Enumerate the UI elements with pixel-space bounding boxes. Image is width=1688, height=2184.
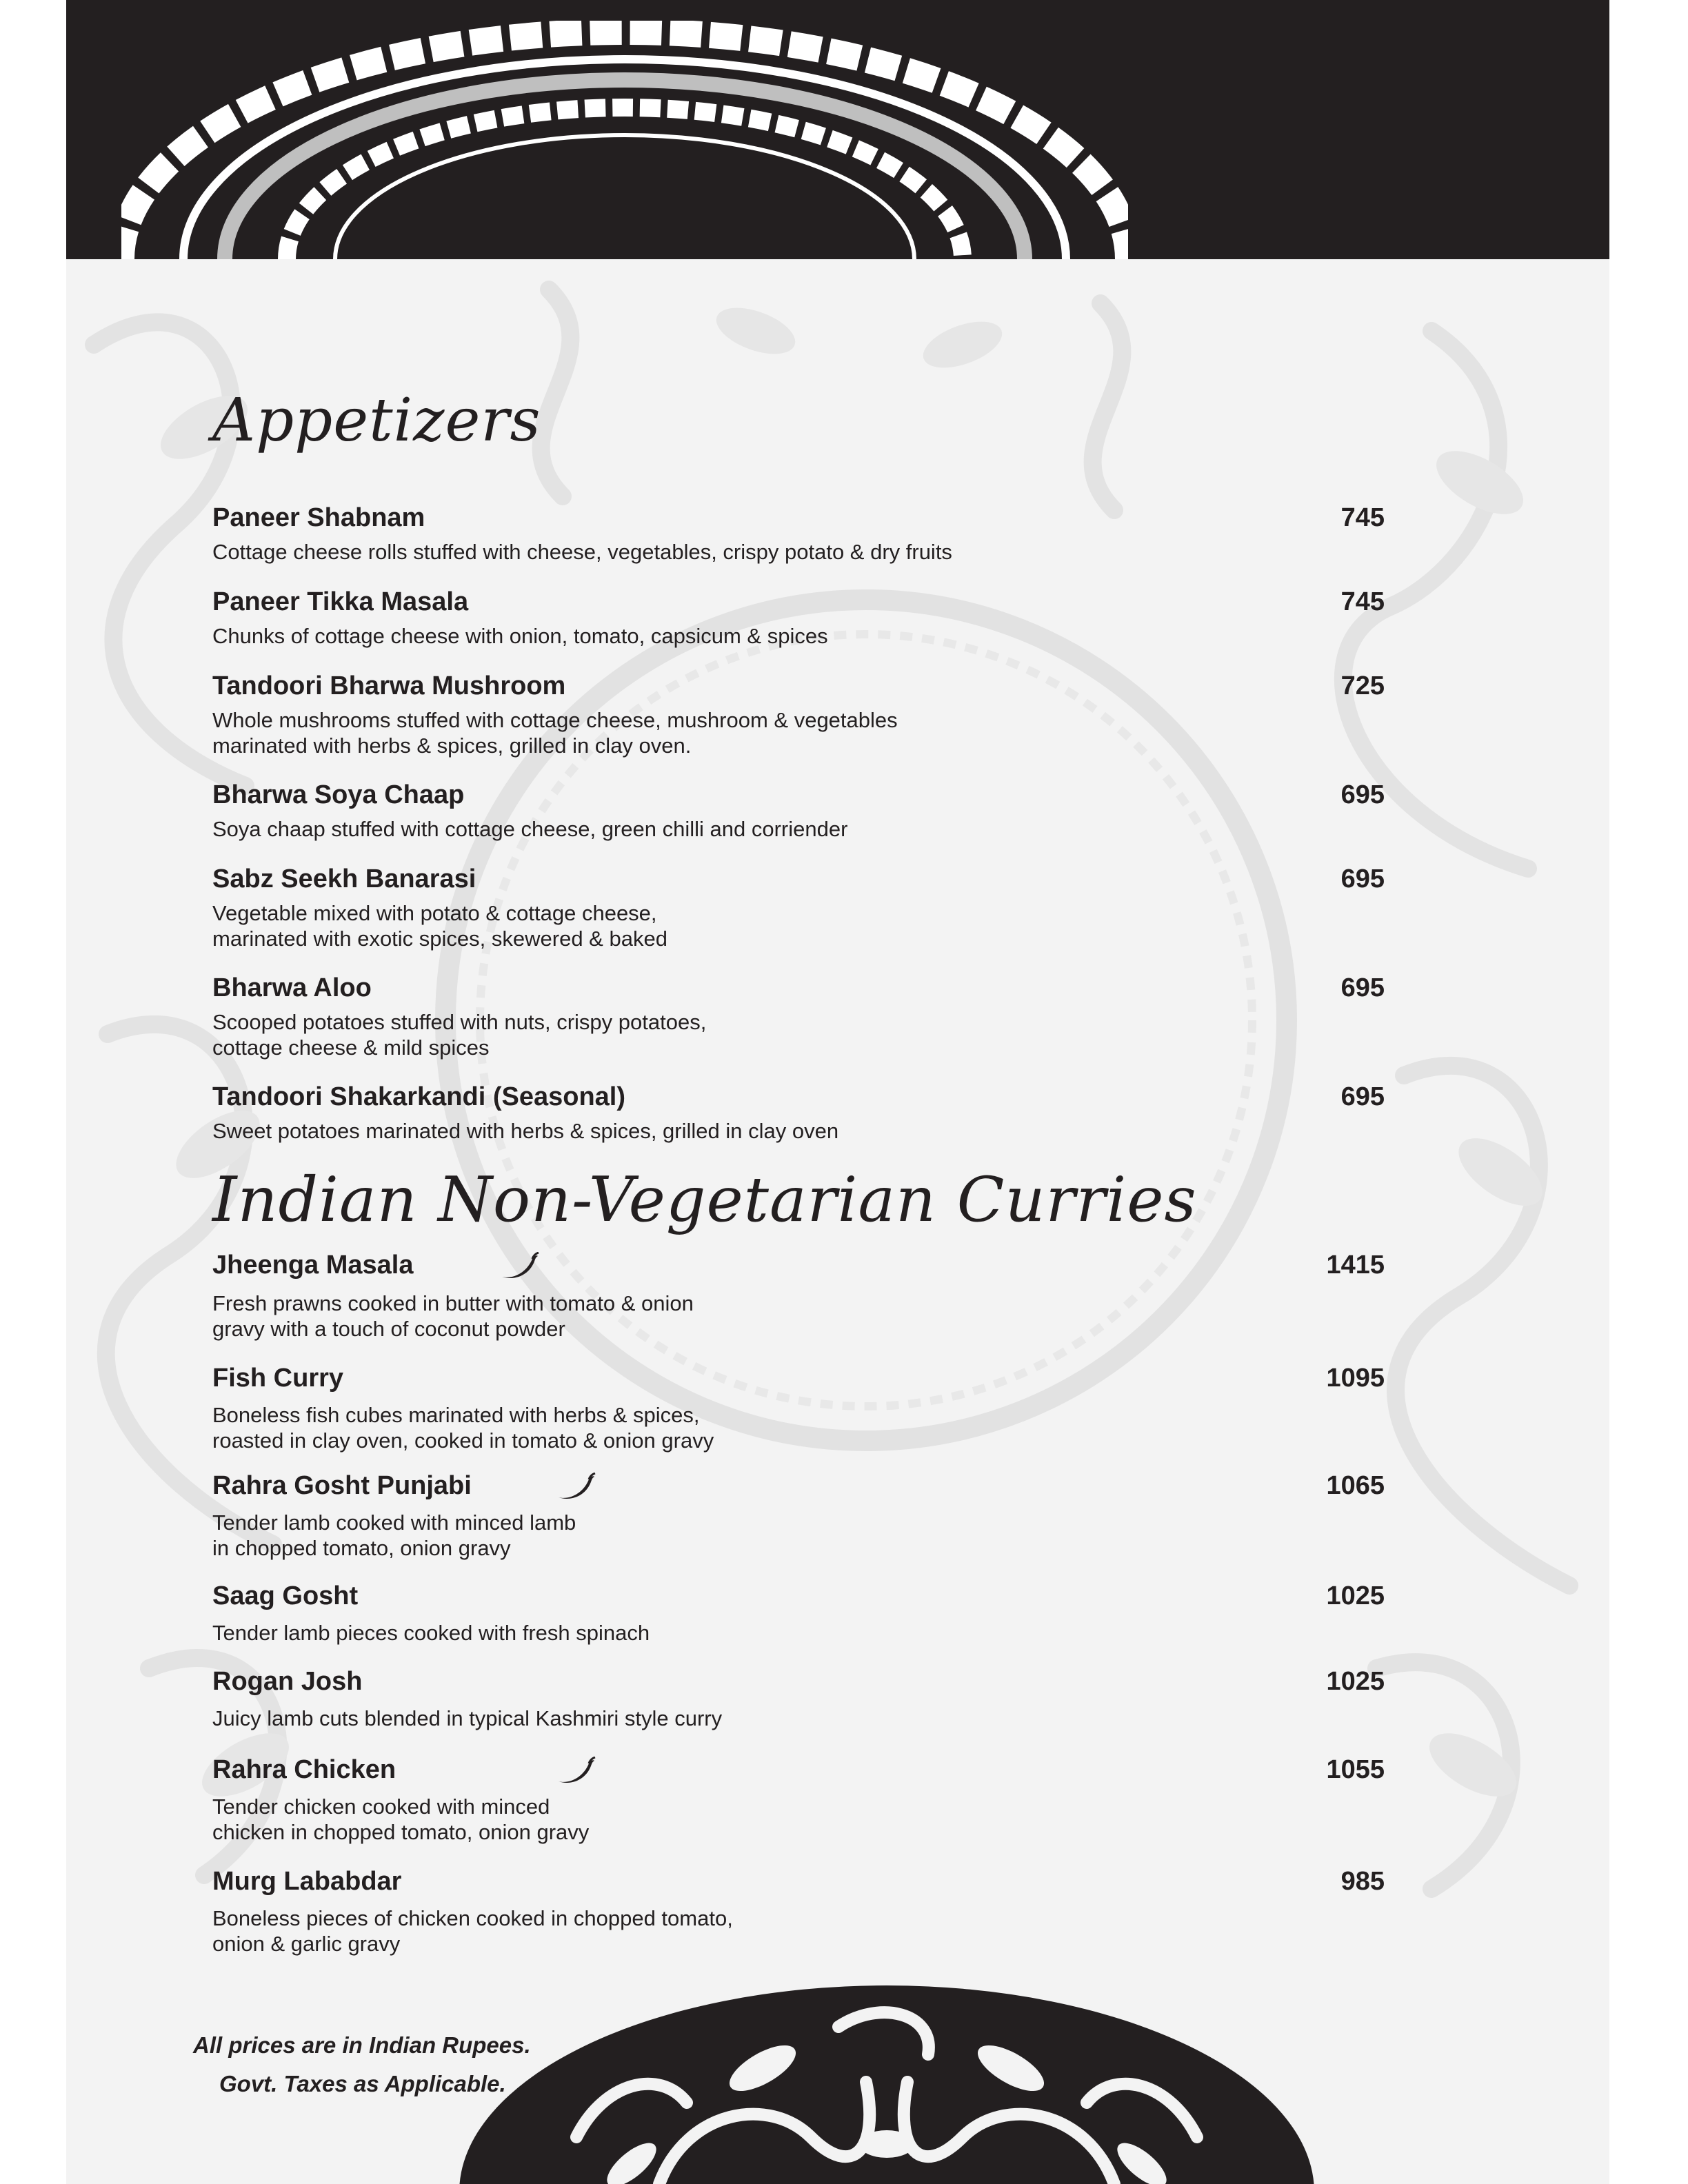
- chilli-icon: [499, 1252, 539, 1281]
- item-price: 1055: [1326, 1755, 1385, 1784]
- item-description: Tender lamb cooked with minced lamb in chopped tomato, onion gravy: [212, 1510, 576, 1560]
- item-description: Cottage cheese rolls stuffed with cheese, vegetables, crispy potato & dry fruits: [212, 540, 952, 564]
- item-price: 695: [1340, 865, 1385, 893]
- item-price: 1095: [1326, 1364, 1385, 1393]
- item-description: Juicy lamb cuts blended in typical Kashmiri style curry: [212, 1706, 723, 1730]
- menu-page: [66, 0, 1609, 2184]
- item-name: Tandoori Shakarkandi (Seasonal): [212, 1082, 626, 1111]
- chilli-icon: [556, 1473, 596, 1502]
- item-description: Whole mushrooms stuffed with cottage cheese, mushroom & vegetables marinated with herbs & spices, grilled in clay oven.: [212, 708, 898, 758]
- footer-ornament: [452, 1985, 1321, 2184]
- price-note: All prices are in Indian Rupees.: [193, 2032, 531, 2058]
- item-name: Sabz Seekh Banarasi: [212, 865, 476, 893]
- item-name: Fish Curry: [212, 1364, 344, 1393]
- item-name: Saag Gosht: [212, 1581, 359, 1610]
- item-description: Boneless pieces of chicken cooked in chopped tomato, onion & garlic gravy: [212, 1906, 733, 1956]
- item-description: Tender lamb pieces cooked with fresh spinach: [212, 1621, 650, 1645]
- item-description: Boneless fish cubes marinated with herbs & spices, roasted in clay oven, cooked in tomato & onion gravy: [212, 1403, 714, 1453]
- chilli-icon: [556, 1757, 596, 1786]
- item-price: 1415: [1326, 1251, 1385, 1280]
- item-name: Rogan Josh: [212, 1667, 363, 1696]
- item-name: Bharwa Aloo: [212, 973, 372, 1002]
- item-price: 695: [1340, 780, 1385, 809]
- item-name: Paneer Shabnam: [212, 503, 425, 532]
- item-name: Jheenga Masala: [212, 1251, 414, 1280]
- tax-note: Govt. Taxes as Applicable.: [219, 2071, 506, 2096]
- item-price: 985: [1340, 1867, 1385, 1896]
- item-description: Vegetable mixed with potato & cottage cheese, marinated with exotic spices, skewered & baked: [212, 901, 667, 951]
- item-price: 745: [1340, 587, 1385, 616]
- item-description: Sweet potatoes marinated with herbs & spices, grilled in clay oven: [212, 1119, 839, 1143]
- item-description: Fresh prawns cooked in butter with tomato & onion gravy with a touch of coconut powder: [212, 1291, 694, 1341]
- item-name: Murg Lababdar: [212, 1867, 402, 1896]
- item-description: Soya chaap stuffed with cottage cheese, green chilli and corriender: [212, 817, 848, 841]
- item-price: 1025: [1326, 1667, 1385, 1696]
- item-name: Rahra Gosht Punjabi: [212, 1471, 472, 1500]
- item-name: Rahra Chicken: [212, 1755, 396, 1784]
- ornamental-medallion: [121, 21, 1128, 259]
- item-name: Bharwa Soya Chaap: [212, 780, 465, 809]
- item-price: 745: [1340, 503, 1385, 532]
- item-name: Paneer Tikka Masala: [212, 587, 469, 616]
- item-price: 1065: [1326, 1471, 1385, 1500]
- item-price: 725: [1340, 671, 1385, 700]
- item-price: 1025: [1326, 1581, 1385, 1610]
- item-price: 695: [1340, 973, 1385, 1002]
- appetizers-title: Appetizers: [212, 386, 541, 455]
- header-band: [66, 0, 1609, 259]
- item-description: Scooped potatoes stuffed with nuts, crispy potatoes, cottage cheese & mild spices: [212, 1010, 707, 1060]
- item-description: Chunks of cottage cheese with onion, tomato, capsicum & spices: [212, 624, 828, 648]
- item-name: Tandoori Bharwa Mushroom: [212, 671, 566, 700]
- item-description: Tender chicken cooked with minced chicken in chopped tomato, onion gravy: [212, 1794, 590, 1844]
- item-price: 695: [1340, 1082, 1385, 1111]
- curries-title: Indian Non-Vegetarian Curries: [212, 1164, 1197, 1236]
